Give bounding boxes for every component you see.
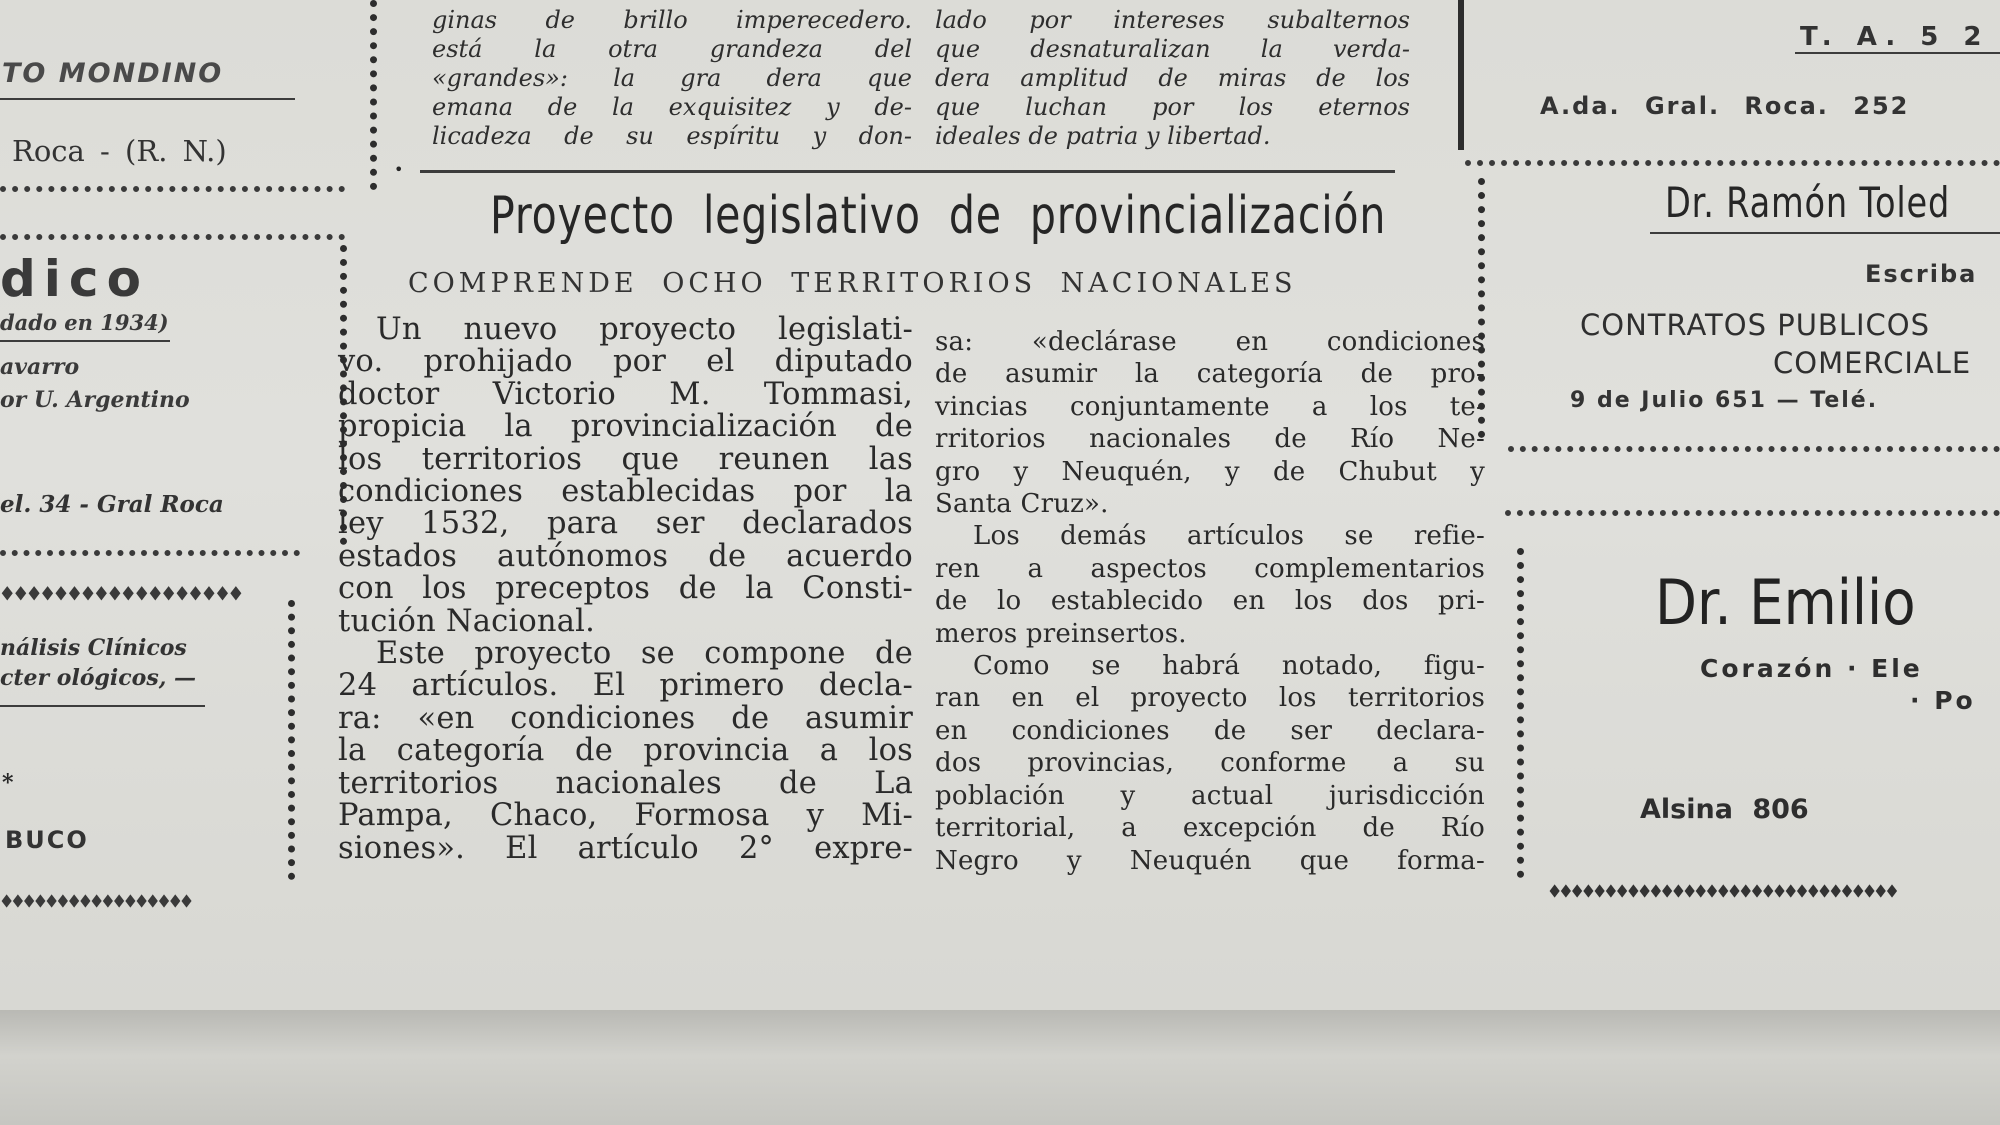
left-founded: dado en 1934) [0,310,169,335]
article-line: Este proyecto se compone de [376,636,913,672]
right-address-1: A.da. Gral. Roca. 252 [1540,92,1910,120]
left-divider-2 [0,234,345,240]
right-contracts-2: COMERCIALE [1773,346,1972,380]
table-surface [0,1010,2000,1125]
left-divider-3 [0,550,300,556]
top-excerpt-right [935,6,1410,151]
article-line: propicia la provincialización de [338,409,913,445]
right-doctor-1: Dr. Ramón Toled [1665,178,1951,227]
right-contracts-1: CONTRATOS PUBLICOS [1580,308,1931,342]
right-divider-1 [1465,160,2000,166]
right-divider-2 [1508,446,2000,452]
left-analysis-1: nálisis Clínicos [0,635,187,661]
right-doctor-1-rule [1650,232,2000,234]
top-right-line: que luchan por los eternos [935,93,1410,121]
right-vertical-sep-3 [1517,548,1524,878]
top-excerpt-left [432,6,912,151]
right-ornament-row: ♦♦♦♦♦♦♦♦♦♦♦♦♦♦♦♦♦♦♦♦♦♦♦♦♦♦♦♦♦♦♦ [1548,880,1897,905]
right-top-rule [1795,52,2000,54]
article-line: doctor Victorio M. Tommasi, [338,376,913,412]
left-buco: BUCO [5,826,89,854]
article-subheadline: COMPRENDE OCHO TERRITORIOS NACIONALES [408,268,1297,299]
right-address-2: 9 de Julio 651 — Telé. [1570,388,1879,413]
top-bullet-mark: • [394,160,404,179]
right-role-1: Escriba [1865,260,1978,288]
right-specialty: Corazón · Ele [1700,654,1923,683]
article-line: territorios nacionales de La [338,765,913,801]
right-doctor-2: Dr. Emilio [1655,566,1916,639]
right-address-3: Alsina 806 [1640,794,1809,825]
article-line: 24 artículos. El primero decla- [338,668,913,704]
top-left-line: ginas de brillo imperecedero. [432,6,912,34]
article-line: de lo establecido en los dos pri- [935,586,1485,617]
article-line: población y actual jurisdicción [935,780,1485,811]
article-line: siones». El artículo 2° expre- [338,830,913,866]
article-line: ra: «en condiciones de asumir [338,700,913,736]
article-line: con los preceptos de la Consti- [338,571,913,607]
right-divider-3 [1505,510,2000,516]
article-line: los territorios que reunen las [338,441,913,477]
top-left-line: «grandes»: la gra dera que [432,64,912,92]
left-vertical-sep-1 [370,0,377,190]
right-top-code: T. A. 5 2 [1800,22,1990,52]
article-line: rritorios nacionales de Río Ne- [935,424,1485,455]
article-line: vincias conjuntamente a los te- [935,391,1485,422]
right-vertical-sep-2 [1478,178,1485,438]
left-name-partial: avarro [0,354,80,380]
left-title-partial: dico [0,250,149,308]
left-heading-mondino: TO MONDINO [2,58,224,89]
left-bullet: * [2,770,14,796]
article-line: meros preinsertos. [935,618,1187,649]
article-headline: Proyecto legislativo de provincialización [490,186,1387,246]
left-rule [0,98,295,100]
left-founded-rule [0,340,170,342]
right-vertical-sep-1 [1458,0,1464,150]
top-right-line: lado por intereses subalternos [935,6,1410,34]
article-column-2 [935,326,1485,877]
article-line: dos provincias, conforme a su [935,748,1485,779]
top-right-line: dera amplitud de miras de los [935,64,1410,92]
top-right-line: ideales de patria y libertad. [935,122,1271,150]
article-line: estados autónomos de acuerdo [338,538,913,574]
left-analysis-2: cter ológicos, — [0,665,197,691]
left-divider-1 [0,186,345,192]
left-ornament-row: ♦♦♦♦♦♦♦♦♦♦♦♦♦♦♦♦♦♦ [0,580,243,608]
article-column-1 [338,314,913,865]
article-line: Un nuevo proyecto legislati- [376,312,913,347]
article-line: gro y Neuquén, y de Chubut y [935,456,1485,487]
left-vertical-sep-3 [288,600,295,880]
article-line: Como se habrá notado, figu- [973,651,1485,682]
left-location: Roca - (R. N.) [12,134,227,168]
article-line: Negro y Neuquén que forma- [935,845,1485,876]
top-right-line: que desnaturalizan la verda- [935,35,1410,63]
article-line: territorial, a excepción de Río [935,813,1485,844]
article-line: Los demás artículos se refie- [973,521,1485,552]
article-line: la categoría de provincia a los [338,733,913,769]
article-line: vo. prohijado por el diputado [338,344,913,380]
left-address: el. 34 - Gral Roca [0,491,224,518]
top-left-line: emana de la exquisitez y de- [432,93,912,121]
article-line: en condiciones de ser declara- [935,715,1485,746]
left-ornament-row-2: ♦♦♦♦♦♦♦♦♦♦♦♦♦♦♦♦♦ [0,890,192,915]
top-left-line: licadeza de su espíritu y don- [432,122,912,150]
article-line: sa: «declárase en condiciones [935,327,1485,357]
article-line: ren a aspectos complementarios [935,553,1485,584]
article-line: condiciones establecidas por la [338,474,913,510]
article-line: ran en el proyecto los territorios [935,683,1485,714]
article-line: Pampa, Chaco, Formosa y Mi- [338,798,913,834]
article-line: ley 1532, para ser declarados [338,506,913,542]
top-excerpt-rule [420,170,1395,173]
top-left-line: está la otra grandeza del [432,35,912,63]
article-line: tución Nacional. [338,603,595,639]
right-specialty-2: · Po [1910,686,1976,715]
left-analysis-rule [0,705,205,707]
article-line: Santa Cruz». [935,489,1109,520]
article-line: de asumir la categoría de pro- [935,359,1485,390]
left-subtitle-partial: or U. Argentino [0,387,190,413]
